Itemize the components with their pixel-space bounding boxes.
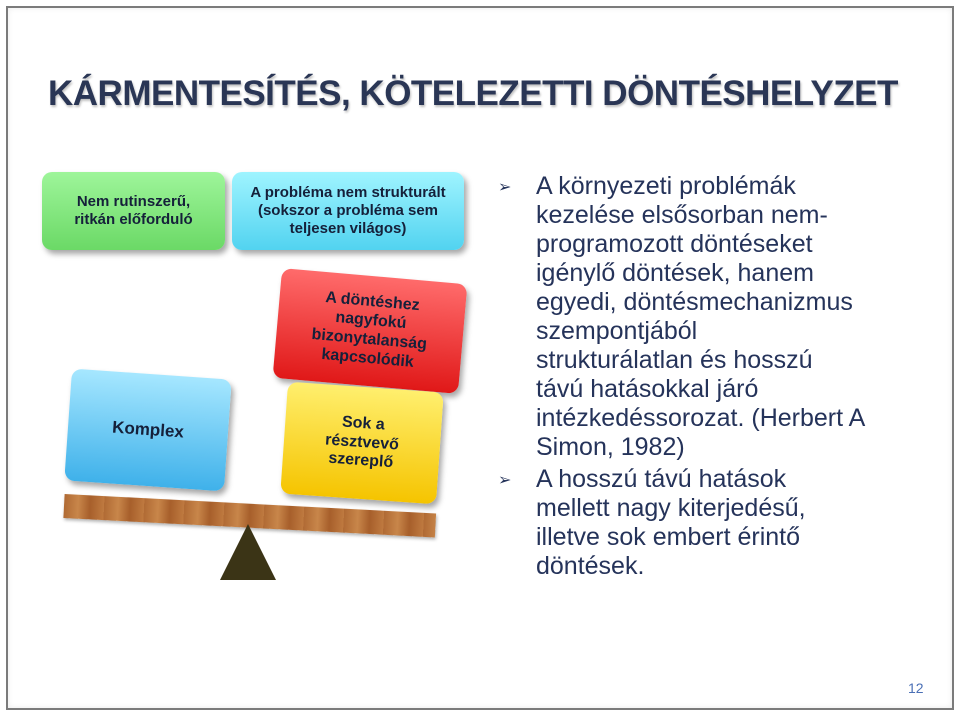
box-participants-label: Sok a résztvevő szereplő [324, 413, 400, 472]
bullet-text-2: A hosszú távú hatások mellett nagy kiterjedésű, illetve sok embert érintő döntések. [536, 465, 806, 580]
box-complex-label: Komplex [111, 417, 185, 442]
box-participants [280, 382, 443, 505]
fulcrum-triangle [218, 522, 278, 582]
bullet-list [498, 172, 938, 584]
box-nonroutine-label: Nem rutinszerű, ritkán előforduló [74, 193, 193, 228]
bullet-item-2 [498, 465, 938, 581]
box-complex [64, 369, 231, 492]
box-uncertainty-label: A döntéshez nagyfokú bizonytalanság kapcsolódik [310, 289, 428, 371]
box-unstructured-label: A probléma nem strukturált (sokszor a probléma sem teljesen világos) [250, 184, 446, 237]
slide-title: KÁRMENTESÍTÉS, KÖTELEZETTI DÖNTÉSHELYZET [48, 74, 898, 113]
page-number: 12 [908, 680, 924, 696]
bullet-item-1 [498, 172, 938, 462]
box-uncertainty [273, 268, 468, 394]
bullet-arrow-icon: ➢ [498, 472, 512, 489]
bullet-text-1: A környezeti problémák kezelése elsősorban nem- programozott döntéseket igénylő döntések, hanem egyedi, döntésmechanizmus szempontjából strukturálatlan és hosszú távú hatásokkal járó intézkedéssorozat. (Herbert A Simon, 1982) [536, 172, 866, 461]
box-nonroutine [42, 172, 225, 250]
bullet-arrow-icon: ➢ [498, 179, 512, 196]
box-unstructured [232, 172, 464, 250]
